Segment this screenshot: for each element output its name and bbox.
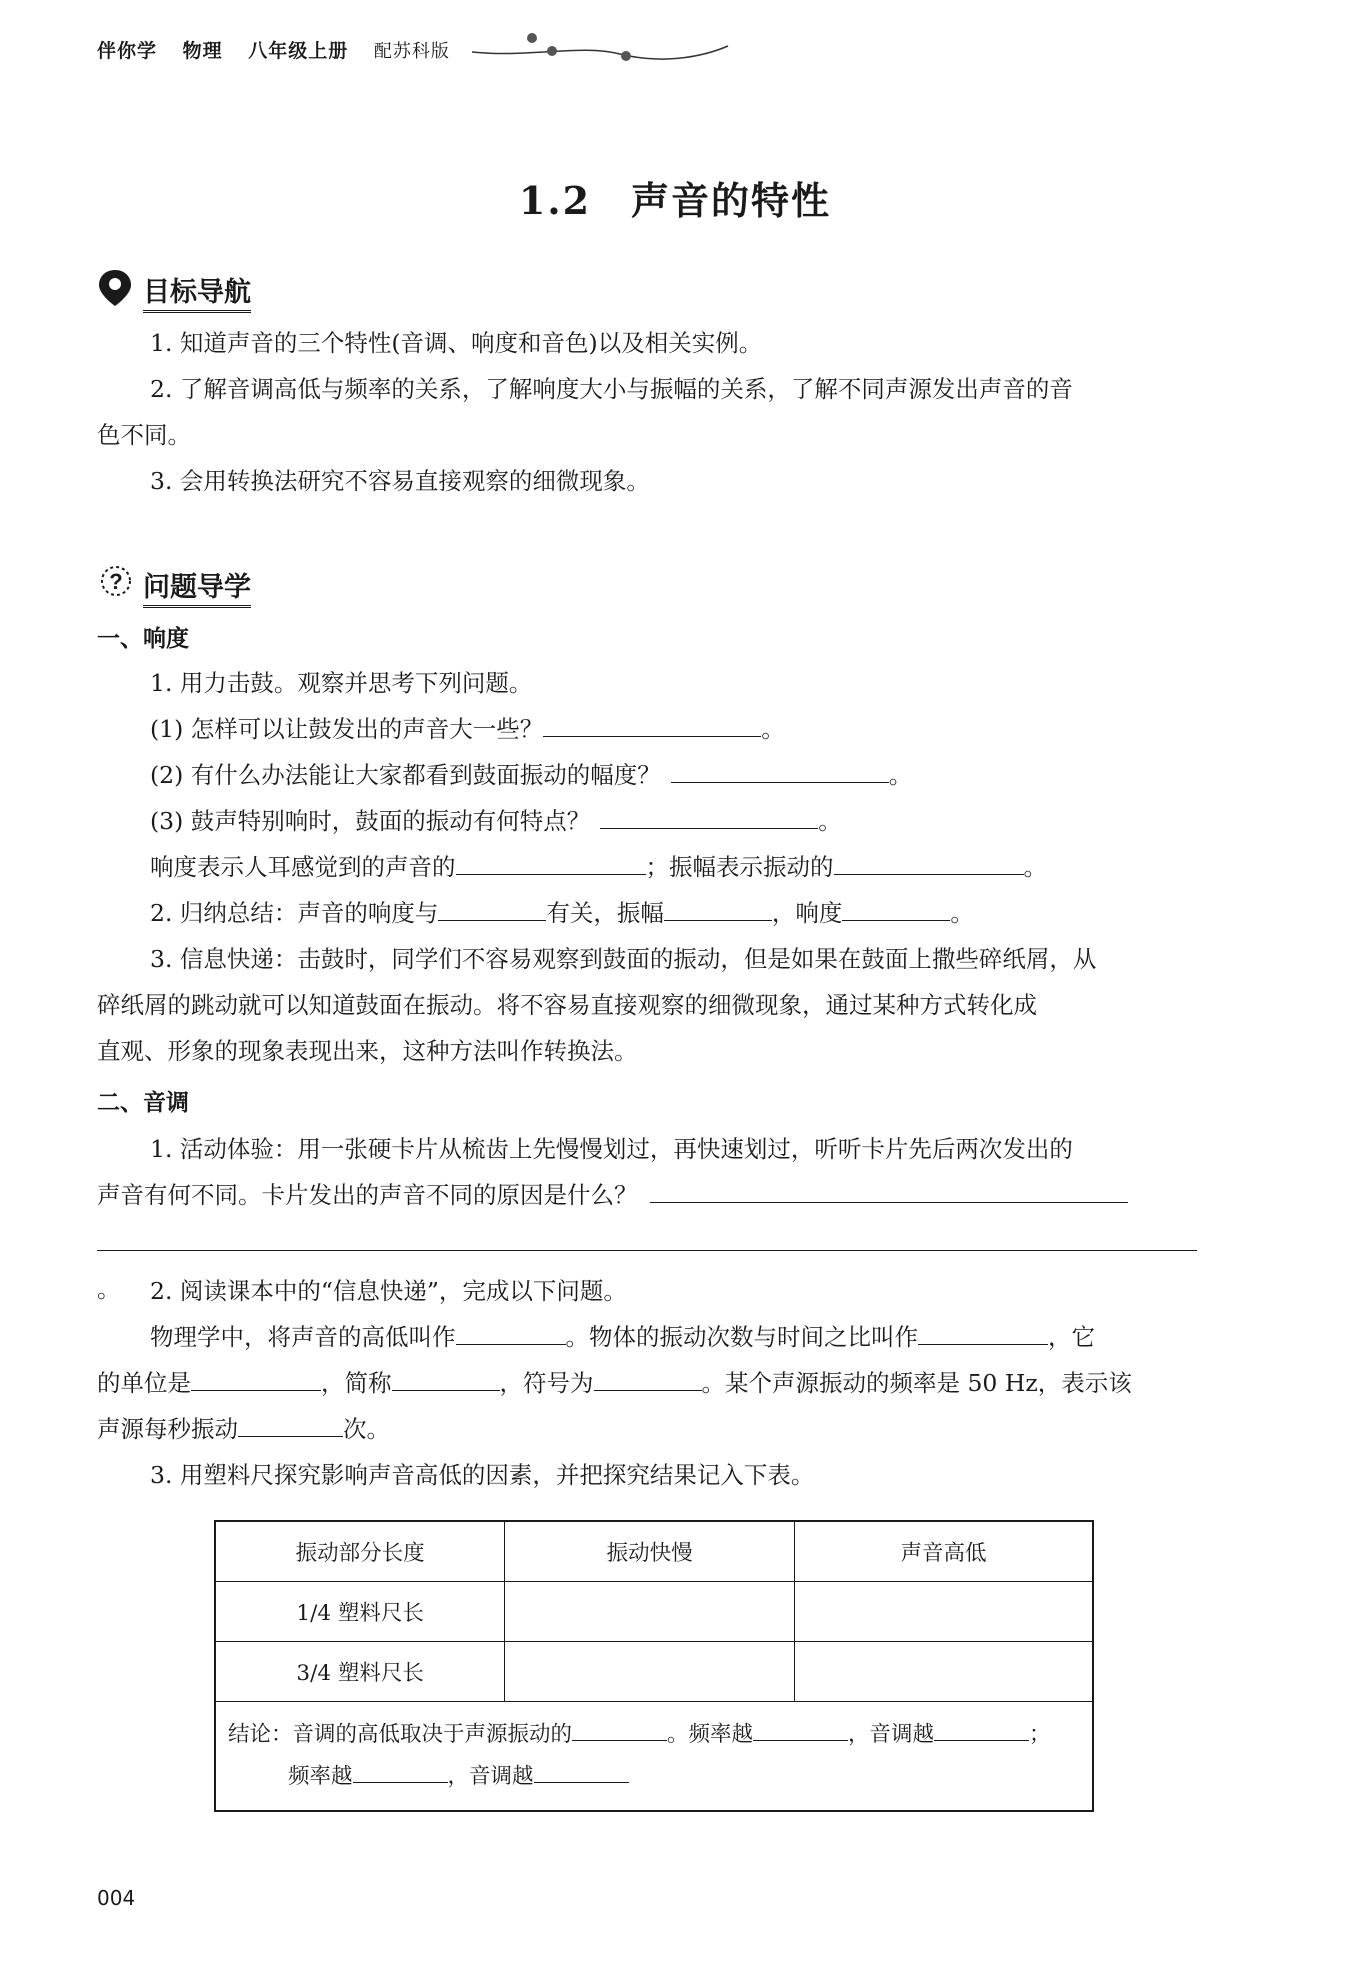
part1-heading: 一、响度 — [97, 626, 189, 652]
section-guide-heading — [97, 565, 251, 604]
lesson-name: 声音的特性 — [631, 178, 832, 223]
answer-blank[interactable] — [664, 896, 772, 921]
answer-blank[interactable] — [834, 850, 1024, 875]
svg-text:?: ? — [109, 569, 123, 594]
answer-blank[interactable] — [650, 1178, 1128, 1203]
table-header-cell: 声音高低 — [794, 1521, 1093, 1582]
part1-q1a — [150, 706, 1220, 752]
part1-q1: 1. 用力击鼓。观察并思考下列问题。 — [150, 669, 533, 697]
definition-text-b: ；振幅表示振动的 — [645, 853, 834, 881]
conclusion-text-d: ； — [1029, 1722, 1051, 1747]
part2-q2-line2 — [97, 1360, 1220, 1406]
part1-q2-text-b: 有关，振幅 — [546, 899, 664, 927]
period: 。 — [97, 1275, 121, 1303]
table-cell: 3/4 塑料尺长 — [215, 1642, 505, 1702]
answer-blank[interactable] — [572, 1716, 667, 1741]
answer-blank[interactable] — [594, 1366, 702, 1391]
answer-blank[interactable] — [534, 1758, 629, 1783]
conclusion-text-f: ，音调越 — [447, 1764, 534, 1789]
part2-q1-line2-text: 声音有何不同。卡片发出的声音不同的原因是什么？ — [97, 1181, 638, 1209]
answer-blank[interactable] — [600, 804, 818, 829]
guide-heading-label: 问题导学 — [143, 572, 251, 608]
period: 。 — [950, 899, 974, 927]
location-pin-icon — [97, 268, 133, 308]
header-subject: 物理 — [182, 40, 223, 62]
answer-blank[interactable] — [753, 1716, 848, 1741]
conclusion-text-b: 。频率越 — [667, 1722, 754, 1747]
conclusion-line2 — [228, 1756, 1080, 1798]
goals-heading-label: 目标导航 — [143, 277, 251, 313]
goal-item-2: 2. 了解音调高低与频率的关系，了解响度大小与振幅的关系，了解不同声源发出声音的音 — [150, 375, 1073, 403]
part2-q2-line3 — [97, 1406, 1220, 1452]
part1-q3-line2: 碎纸屑的跳动就可以知道鼓面在振动。将不容易直接观察的细微现象，通过某种方式转化成 — [97, 991, 1037, 1019]
goal-item-1: 1. 知道声音的三个特性(音调、响度和音色)以及相关实例。 — [150, 329, 763, 357]
conclusion-text-a: 结论：音调的高低取决于声源振动的 — [228, 1722, 573, 1747]
conclusion-text-c: ，音调越 — [848, 1722, 935, 1747]
part2-q2-text-c: ，它 — [1048, 1323, 1095, 1351]
part2-q2-text-e: ，简称 — [321, 1369, 392, 1397]
lesson-number: 1.2 — [518, 178, 592, 223]
answer-blank[interactable] — [671, 758, 889, 783]
answer-blank[interactable] — [392, 1366, 500, 1391]
table-header-row — [215, 1521, 1093, 1582]
table-cell-input[interactable] — [505, 1642, 795, 1702]
part2-q2-line1 — [150, 1314, 1220, 1360]
answer-blank[interactable] — [438, 896, 546, 921]
answer-blank[interactable] — [918, 1320, 1048, 1345]
goal-item-2-cont: 色不同。 — [97, 421, 191, 449]
period: 。 — [818, 807, 842, 835]
part2-q3: 3. 用塑料尺探究影响声音高低的因素，并把探究结果记入下表。 — [150, 1461, 815, 1489]
part2-heading: 二、音调 — [97, 1090, 189, 1116]
answer-blank[interactable] — [456, 1320, 566, 1345]
running-header — [97, 36, 468, 63]
answer-blank[interactable] — [191, 1366, 321, 1391]
question-bulb-icon — [97, 563, 135, 603]
answer-blank[interactable] — [543, 712, 761, 737]
part1-q3-line3: 直观、形象的现象表现出来，这种方法叫作转换法。 — [97, 1037, 638, 1065]
part1-q2 — [150, 890, 1220, 936]
part2-q1-line2 — [97, 1172, 1220, 1218]
part1-definition — [150, 844, 1220, 890]
answer-blank[interactable] — [456, 850, 646, 875]
answer-blank[interactable] — [934, 1716, 1029, 1741]
answer-blank[interactable] — [238, 1412, 343, 1437]
part1-q1c-text: (3) 鼓声特别响时，鼓面的振动有何特点？ — [150, 807, 591, 835]
part2-q2-text-h: 声源每秒振动 — [97, 1415, 238, 1443]
table-header-cell: 振动快慢 — [505, 1521, 795, 1582]
results-table — [214, 1520, 1094, 1812]
header-edition: 配苏科版 — [373, 41, 450, 62]
page-number: 004 — [97, 1886, 136, 1910]
table-cell-input[interactable] — [794, 1582, 1093, 1642]
answer-blank[interactable] — [97, 1226, 1197, 1251]
section-goals-heading — [97, 270, 251, 309]
period: 。 — [888, 761, 913, 789]
part1-q3-line1: 3. 信息快递：击鼓时，同学们不容易观察到鼓面的振动，但是如果在鼓面上撒些碎纸屑，从 — [150, 945, 1097, 973]
conclusion-line1 — [228, 1714, 1080, 1756]
decoration-dot — [527, 33, 537, 43]
part1-q1c — [150, 798, 1220, 844]
answer-blank[interactable] — [842, 896, 950, 921]
part1-q2-text-a: 2. 归纳总结：声音的响度与 — [150, 899, 439, 927]
decoration-dot — [621, 51, 631, 61]
part2-q2-text-a: 物理学中，将声音的高低叫作 — [150, 1323, 456, 1351]
table-conclusion-row — [215, 1702, 1093, 1812]
header-decoration-wave — [470, 22, 730, 72]
goal-item-3: 3. 会用转换法研究不容易直接观察的细微现象。 — [150, 467, 650, 495]
part2-q2-text-g: 。某个声源振动的频率是 50 Hz，表示该 — [701, 1369, 1132, 1397]
table-row — [215, 1582, 1093, 1642]
table-cell: 1/4 塑料尺长 — [215, 1582, 505, 1642]
header-grade: 八年级上册 — [248, 40, 349, 62]
table-conclusion — [215, 1702, 1093, 1812]
table-row — [215, 1642, 1093, 1702]
table-cell-input[interactable] — [505, 1582, 795, 1642]
decoration-dot — [547, 46, 557, 56]
table-header-cell: 振动部分长度 — [215, 1521, 505, 1582]
period: 。 — [1023, 853, 1047, 881]
part2-q2: 2. 阅读课本中的“信息快递”，完成以下问题。 — [150, 1277, 627, 1305]
part2-q2-text-f: ，符号为 — [499, 1369, 594, 1397]
answer-blank[interactable] — [353, 1758, 448, 1783]
part1-q1b — [150, 752, 1220, 798]
table-cell-input[interactable] — [794, 1642, 1093, 1702]
part1-q2-text-c: ，响度 — [771, 899, 843, 927]
part2-q2-text-d: 的单位是 — [97, 1369, 191, 1397]
conclusion-text-e: 频率越 — [288, 1764, 353, 1789]
definition-text-a: 响度表示人耳感觉到的声音的 — [150, 853, 456, 881]
part2-q2-text-b: 。物体的振动次数与时间之比叫作 — [565, 1323, 918, 1351]
part2-q2-text-i: 次。 — [343, 1415, 390, 1443]
header-series: 伴你学 — [97, 40, 158, 62]
part1-q1b-text: (2) 有什么办法能让大家都看到鼓面振动的幅度？ — [150, 761, 661, 789]
part1-q1a-text: (1) 怎样可以让鼓发出的声音大一些？ — [150, 715, 544, 743]
part2-q1-line1: 1. 活动体验：用一张硬卡片从梳齿上先慢慢划过，再快速划过，听听卡片先后两次发出的 — [150, 1135, 1073, 1163]
lesson-title — [0, 170, 1350, 225]
period: 。 — [761, 715, 785, 743]
